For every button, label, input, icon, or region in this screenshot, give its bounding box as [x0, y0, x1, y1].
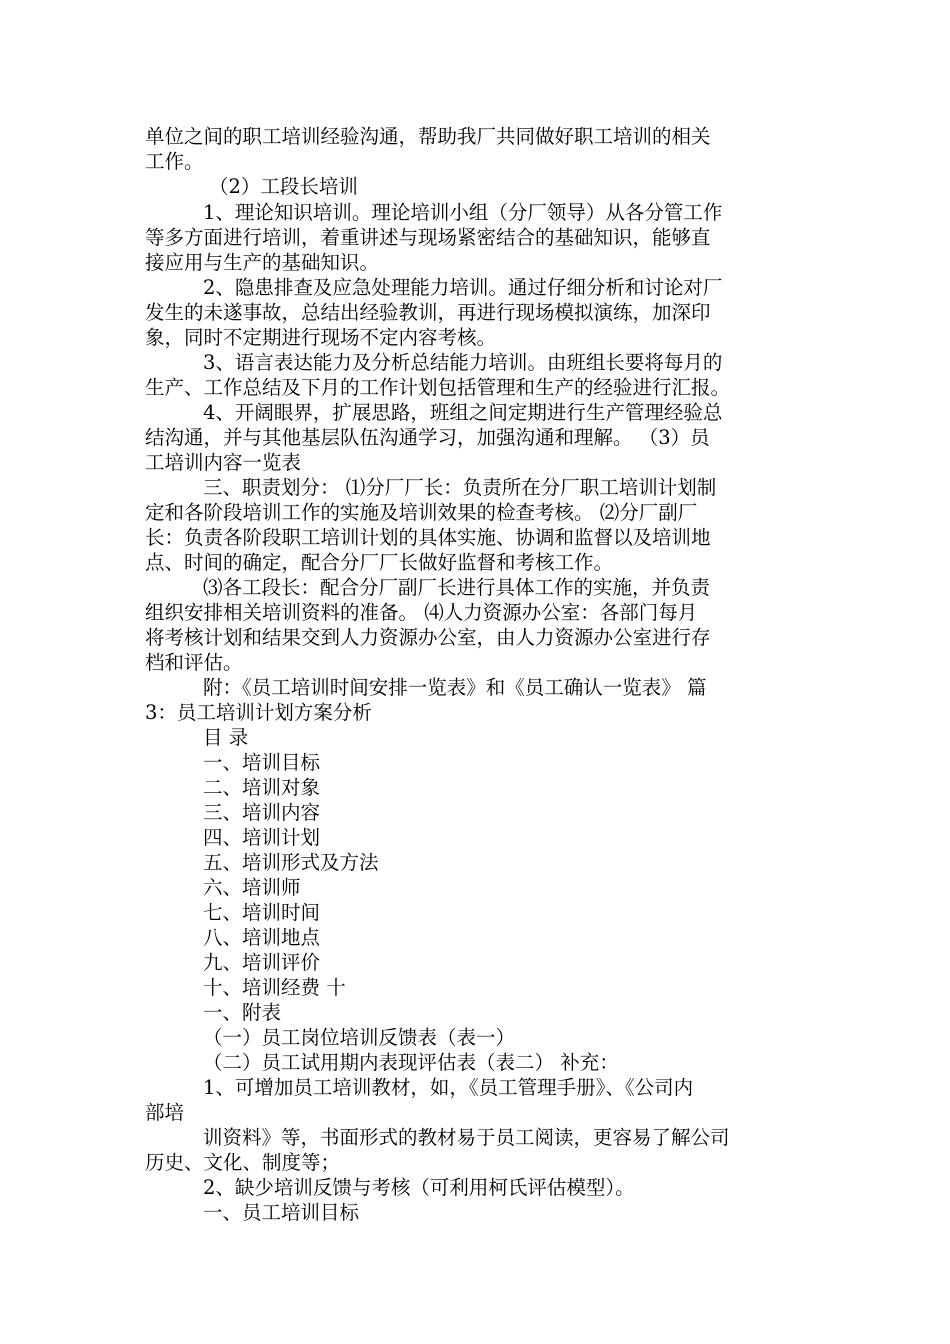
toc-item: 八、培训地点 [203, 926, 321, 949]
text-line: 3、语言表达能力及分析总结能力培训。由班组长要将每月的 [203, 351, 723, 374]
toc-item: 十、培训经费 十 [203, 976, 346, 999]
text-line: 结沟通，并与其他基层队伍沟通学习，加强沟通和理解。 （3）员 [145, 426, 710, 449]
text-line: 训资料》等，书面形式的教材易于员工阅读，更容易了解公司 [203, 1126, 730, 1149]
toc-item: 一、附表 [203, 1001, 282, 1024]
text-line: 档和评估。 [145, 651, 243, 674]
text-line: 2、缺少培训反馈与考核（可利用柯氏评估模型）。 [203, 1176, 635, 1199]
text-line: 将考核计划和结果交到人力资源办公室，由人力资源办公室进行存 [145, 626, 711, 649]
text-line: 点、时间的确定，配合分厂厂长做好监督和考核工作。 [145, 551, 614, 574]
text-line: 长：负责各阶段职工培训计划的具体实施、协调和监督以及培训地 [145, 526, 711, 549]
text-line: 等多方面进行培训，着重讲述与现场紧密结合的基础知识，能够直 [145, 226, 711, 249]
text-line: 象，同时不定期进行现场不定内容考核。 [145, 326, 497, 349]
toc-item: 九、培训评价 [203, 951, 321, 974]
text-line: 1、理论知识培训。理论培训小组（分厂领导）从各分管工作 [203, 201, 723, 224]
text-line: 定和各阶段培训工作的实施及培训效果的检查考核。 ⑵分厂副厂 [145, 501, 698, 524]
toc-item: 四、培训计划 [203, 826, 321, 849]
text-line: 生产、工作总结及下月的工作计划包括管理和生产的经验进行汇报。 [145, 376, 731, 399]
text-line: 接应用与生产的基础知识。 [145, 251, 380, 274]
section-heading: 一、员工培训目标 [203, 1201, 360, 1224]
text-line: 历史、文化、制度等； [145, 1151, 341, 1174]
text-line: 附：《员工培训时间安排一览表》和《员工确认一览表》 篇 [203, 676, 707, 699]
toc-item: 六、培训师 [203, 876, 301, 899]
toc-item: 七、培训时间 [203, 901, 321, 924]
text-line: 1、可增加员工培训教材，如，《员工管理手册》、《公司内 [203, 1076, 694, 1099]
toc-subitem: （二）员工试用期内表现评估表（表二） 补充： [203, 1051, 619, 1074]
text-line: 工培训内容一览表 [145, 451, 302, 474]
text-line: 发生的未遂事故，总结出经验教训，再进行现场模拟演练，加深印 [145, 301, 711, 324]
text-line: 部培 [145, 1101, 185, 1124]
text-line: 3：员工培训计划方案分析 [145, 701, 372, 724]
toc-item: 三、培训内容 [203, 801, 321, 824]
toc-subitem: （一）员工岗位培训反馈表（表一） [203, 1026, 516, 1049]
toc-heading: 目 录 [203, 726, 249, 749]
text-line: ⑶各工段长：配合分厂副厂长进行具体工作的实施，并负责 [203, 576, 711, 599]
text-line: 三、职责划分： ⑴分厂厂长：负责所在分厂职工培训计划制 [203, 476, 717, 499]
toc-item: 一、培训目标 [203, 751, 321, 774]
toc-item: 五、培训形式及方法 [203, 851, 379, 874]
section-heading: （2）工段长培训 [209, 175, 358, 198]
text-line: 组织安排相关培训资料的准备。 ⑷人力资源办公室：各部门每月 [145, 601, 698, 624]
text-line: 单位之间的职工培训经验沟通，帮助我厂共同做好职工培训的相关 [145, 125, 711, 148]
text-line: 2、隐患排查及应急处理能力培训。通过仔细分析和讨论对厂 [203, 276, 723, 299]
text-line: 工作。 [145, 150, 204, 173]
toc-item: 二、培训对象 [203, 776, 321, 799]
text-line: 4、开阔眼界，扩展思路，班组之间定期进行生产管理经验总 [203, 401, 723, 424]
